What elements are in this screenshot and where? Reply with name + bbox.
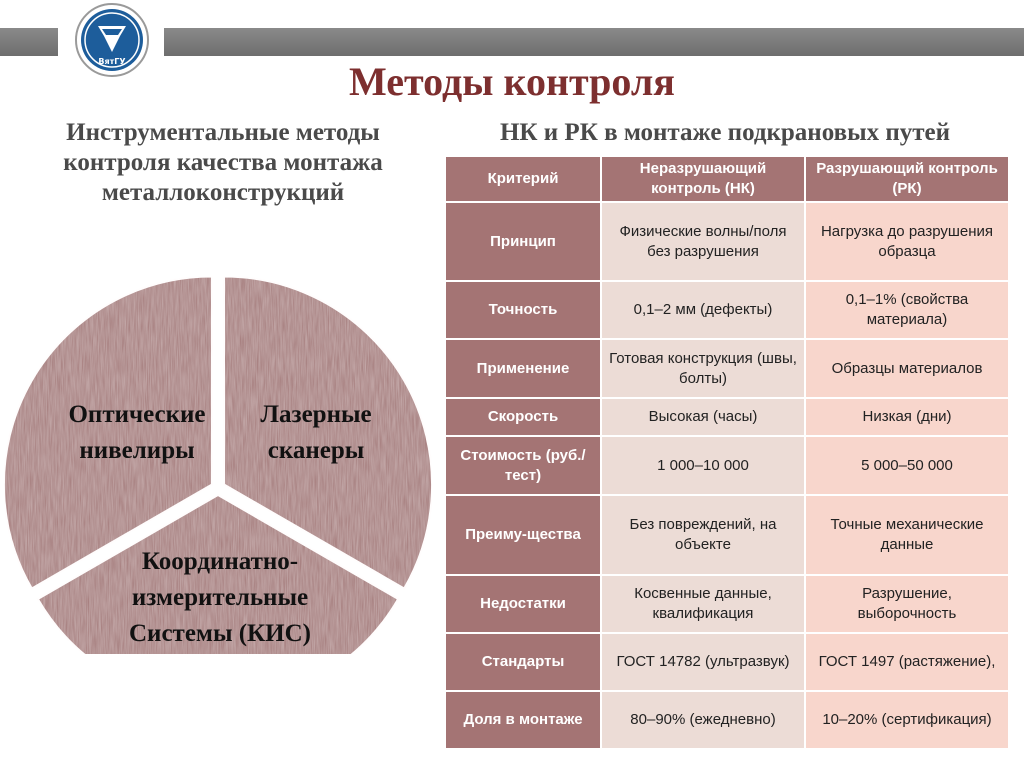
nk-cell: ГОСТ 14782 (ультразвук) bbox=[601, 633, 805, 691]
criterion-cell: Стоимость (руб./тест) bbox=[445, 436, 601, 495]
rk-cell: Разрушение, выборочность bbox=[805, 575, 1009, 633]
criterion-cell: Применение bbox=[445, 339, 601, 397]
nk-cell: 80–90% (ежедневно) bbox=[601, 691, 805, 749]
rk-cell: Низкая (дни) bbox=[805, 398, 1009, 437]
pie-label-optical-line2: нивелиры bbox=[79, 437, 195, 464]
right-heading: НК и РК в монтаже подкрановых путей bbox=[499, 119, 951, 146]
rk-cell: 5 000–50 000 bbox=[805, 436, 1009, 495]
table-row bbox=[445, 339, 1009, 397]
nk-cell: Физические волны/поля без разрушения bbox=[601, 202, 805, 281]
table-row bbox=[445, 633, 1009, 691]
comparison-table bbox=[444, 155, 1010, 750]
header-nk: Неразрушающий контроль (НК) bbox=[601, 156, 805, 202]
criterion-cell: Стандарты bbox=[445, 633, 601, 691]
pie-label-laser-scanners bbox=[226, 397, 406, 469]
pie-label-kis-line3: Системы (КИС) bbox=[128, 620, 311, 647]
pie-label-optical-line1: Оптические bbox=[68, 401, 206, 428]
table-row bbox=[445, 281, 1009, 339]
rk-cell: 0,1–1% (свойства материала) bbox=[805, 281, 1009, 339]
rk-cell: 10–20% (сертификация) bbox=[805, 691, 1009, 749]
pie-label-laser-line2: сканеры bbox=[267, 437, 365, 464]
nk-cell: 1 000–10 000 bbox=[601, 436, 805, 495]
nk-cell: 0,1–2 мм (дефекты) bbox=[601, 281, 805, 339]
top-bar-right bbox=[164, 28, 1024, 56]
left-heading: Инструментальные методы контроля качества монтажа металлоконструкций bbox=[63, 119, 383, 206]
table-row bbox=[445, 691, 1009, 749]
table-row bbox=[445, 495, 1009, 574]
slide-title: Методы контроля bbox=[349, 59, 675, 104]
nk-cell: Готовая конструкция (швы, болты) bbox=[601, 339, 805, 397]
table-header-row bbox=[445, 156, 1009, 202]
nk-cell: Косвенные данные, квалификация bbox=[601, 575, 805, 633]
header-criterion: Критерий bbox=[445, 156, 601, 202]
table-row bbox=[445, 398, 1009, 437]
criterion-cell: Преиму-щества bbox=[445, 495, 601, 574]
header-rk: Разрушающий контроль (РК) bbox=[805, 156, 1009, 202]
criterion-cell: Точность bbox=[445, 281, 601, 339]
rk-cell: Образцы материалов bbox=[805, 339, 1009, 397]
criterion-cell: Принцип bbox=[445, 202, 601, 281]
table-row bbox=[445, 575, 1009, 633]
rk-cell: Точные механические данные bbox=[805, 495, 1009, 574]
pie-label-laser-line1: Лазерные bbox=[260, 401, 372, 428]
table-row bbox=[445, 436, 1009, 495]
rk-cell: Нагрузка до разрушения образца bbox=[805, 202, 1009, 281]
pie-label-kis-line1: Координатно- bbox=[141, 548, 299, 575]
criterion-cell: Недостатки bbox=[445, 575, 601, 633]
criterion-cell: Доля в монтаже bbox=[445, 691, 601, 749]
pie-label-cmm-systems bbox=[80, 544, 360, 652]
table-row bbox=[445, 202, 1009, 281]
nk-cell: Высокая (часы) bbox=[601, 398, 805, 437]
top-bar-left bbox=[0, 28, 58, 56]
rk-cell: ГОСТ 1497 (растяжение), bbox=[805, 633, 1009, 691]
pie-label-optical-levels bbox=[52, 397, 222, 469]
nk-cell: Без повреждений, на объекте bbox=[601, 495, 805, 574]
criterion-cell: Скорость bbox=[445, 398, 601, 437]
logo-text: ВятГУ bbox=[98, 57, 126, 66]
pie-label-kis-line2: измерительные bbox=[131, 584, 309, 611]
